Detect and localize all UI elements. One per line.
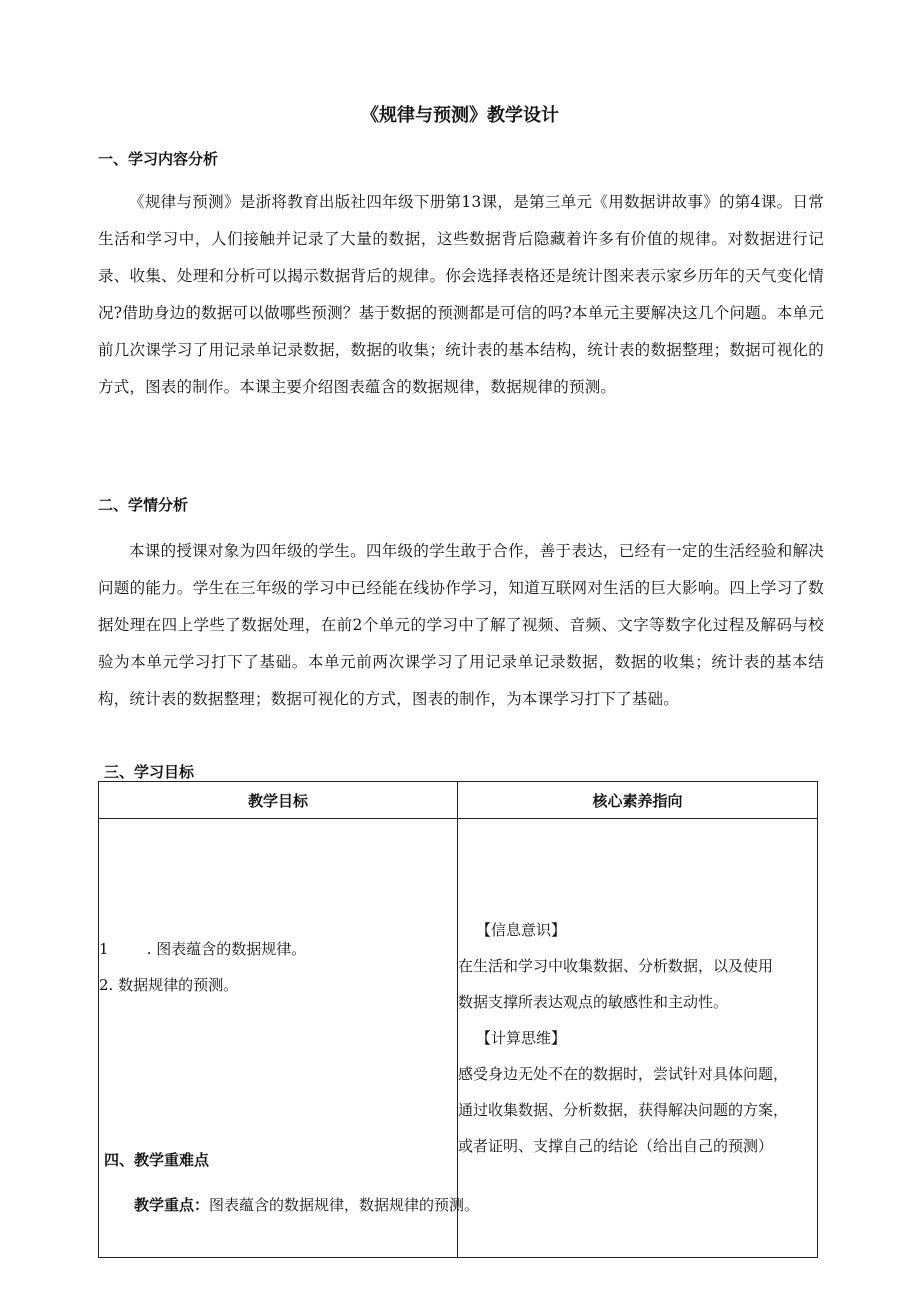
literacy-text: 或者证明、支撑自己的结论（给出自己的预测） <box>458 1137 774 1155</box>
literacy-text: 数据支撑所表达观点的敏感性和主动性。 <box>458 993 729 1011</box>
literacy-text: 感受身边无处不在的数据时，尝试针对具体问题， <box>458 1065 789 1083</box>
goal-item: 1 . 图表蕴含的数据规律。 <box>99 940 307 958</box>
literacy-text: 通过收集数据、分析数据，获得解决问题的方案， <box>458 1101 789 1119</box>
key-points-label: 教学重点： <box>134 1196 210 1214</box>
section-heading-content-analysis: 一、学习内容分析 <box>98 150 219 168</box>
literacy-tag: 【信息意识】 <box>476 921 567 939</box>
teaching-goals-cell <box>99 819 458 1258</box>
key-points-line <box>134 1194 479 1215</box>
literacy-tag: 【计算思维】 <box>476 1029 567 1047</box>
table-header-teaching-goals: 教学目标 <box>99 782 458 819</box>
section-heading-learner-analysis: 二、学情分析 <box>98 496 189 514</box>
core-literacy-cell <box>458 819 818 1258</box>
section-heading-learning-goals: 三、学习目标 <box>104 763 195 781</box>
section-heading-key-points: 四、教学重难点 <box>104 1151 210 1169</box>
learning-goals-table <box>98 781 818 1258</box>
learner-analysis-paragraph: 本课的授课对象为四年级的学生。四年级的学生敢于合作，善于表达，已经有一定的生活经验和解决问题的能力。学生在三年级的学习中已经能在线协作学习，知道互联网对生活的巨大影响。四上学习了数据处理在四上学些了数据处理，在前2个单元的学习中了解了视频、音频、文字等数字化过程及解码与校验为本单元学习打下了基础。本单元前两次课学习了用记录单记录数据，数据的收集；统计表的基本结构，统计表的数据整理；数据可视化的方式，图表的制作，为本课学习打下了基础。 <box>98 542 824 708</box>
content-analysis-paragraph: 《规律与预测》是浙将教育出版社四年级下册第13课，是第三单元《用数据讲故事》的第4课。日常生活和学习中，人们接触并记录了大量的数据，这些数据背后隐藏着许多有价值的规律。对数据进行记录、收集、处理和分析可以揭示数据背后的规律。你会选择表格还是统计图来表示家乡历年的天气变化情况?借助身边的数据可以做哪些预测？基于数据的预测都是可信的吗?本单元主要解决这几个问题。本单元前几次课学习了用记录单记录数据，数据的收集；统计表的基本结构，统计表的数据整理；数据可视化的方式，图表的制作。本课主要介绍图表蕴含的数据规律，数据规律的预测。 <box>98 193 824 396</box>
goal-item: 2. 数据规律的预测。 <box>99 976 239 994</box>
literacy-text: 在生活和学习中收集数据、分析数据，以及使用 <box>458 957 774 975</box>
key-points-text: 图表蕴含的数据规律，数据规律的预测。 <box>209 1196 480 1214</box>
table-header-core-literacy: 核心素养指向 <box>458 782 818 819</box>
document-title: 《规律与预测》教学设计 <box>361 105 559 126</box>
